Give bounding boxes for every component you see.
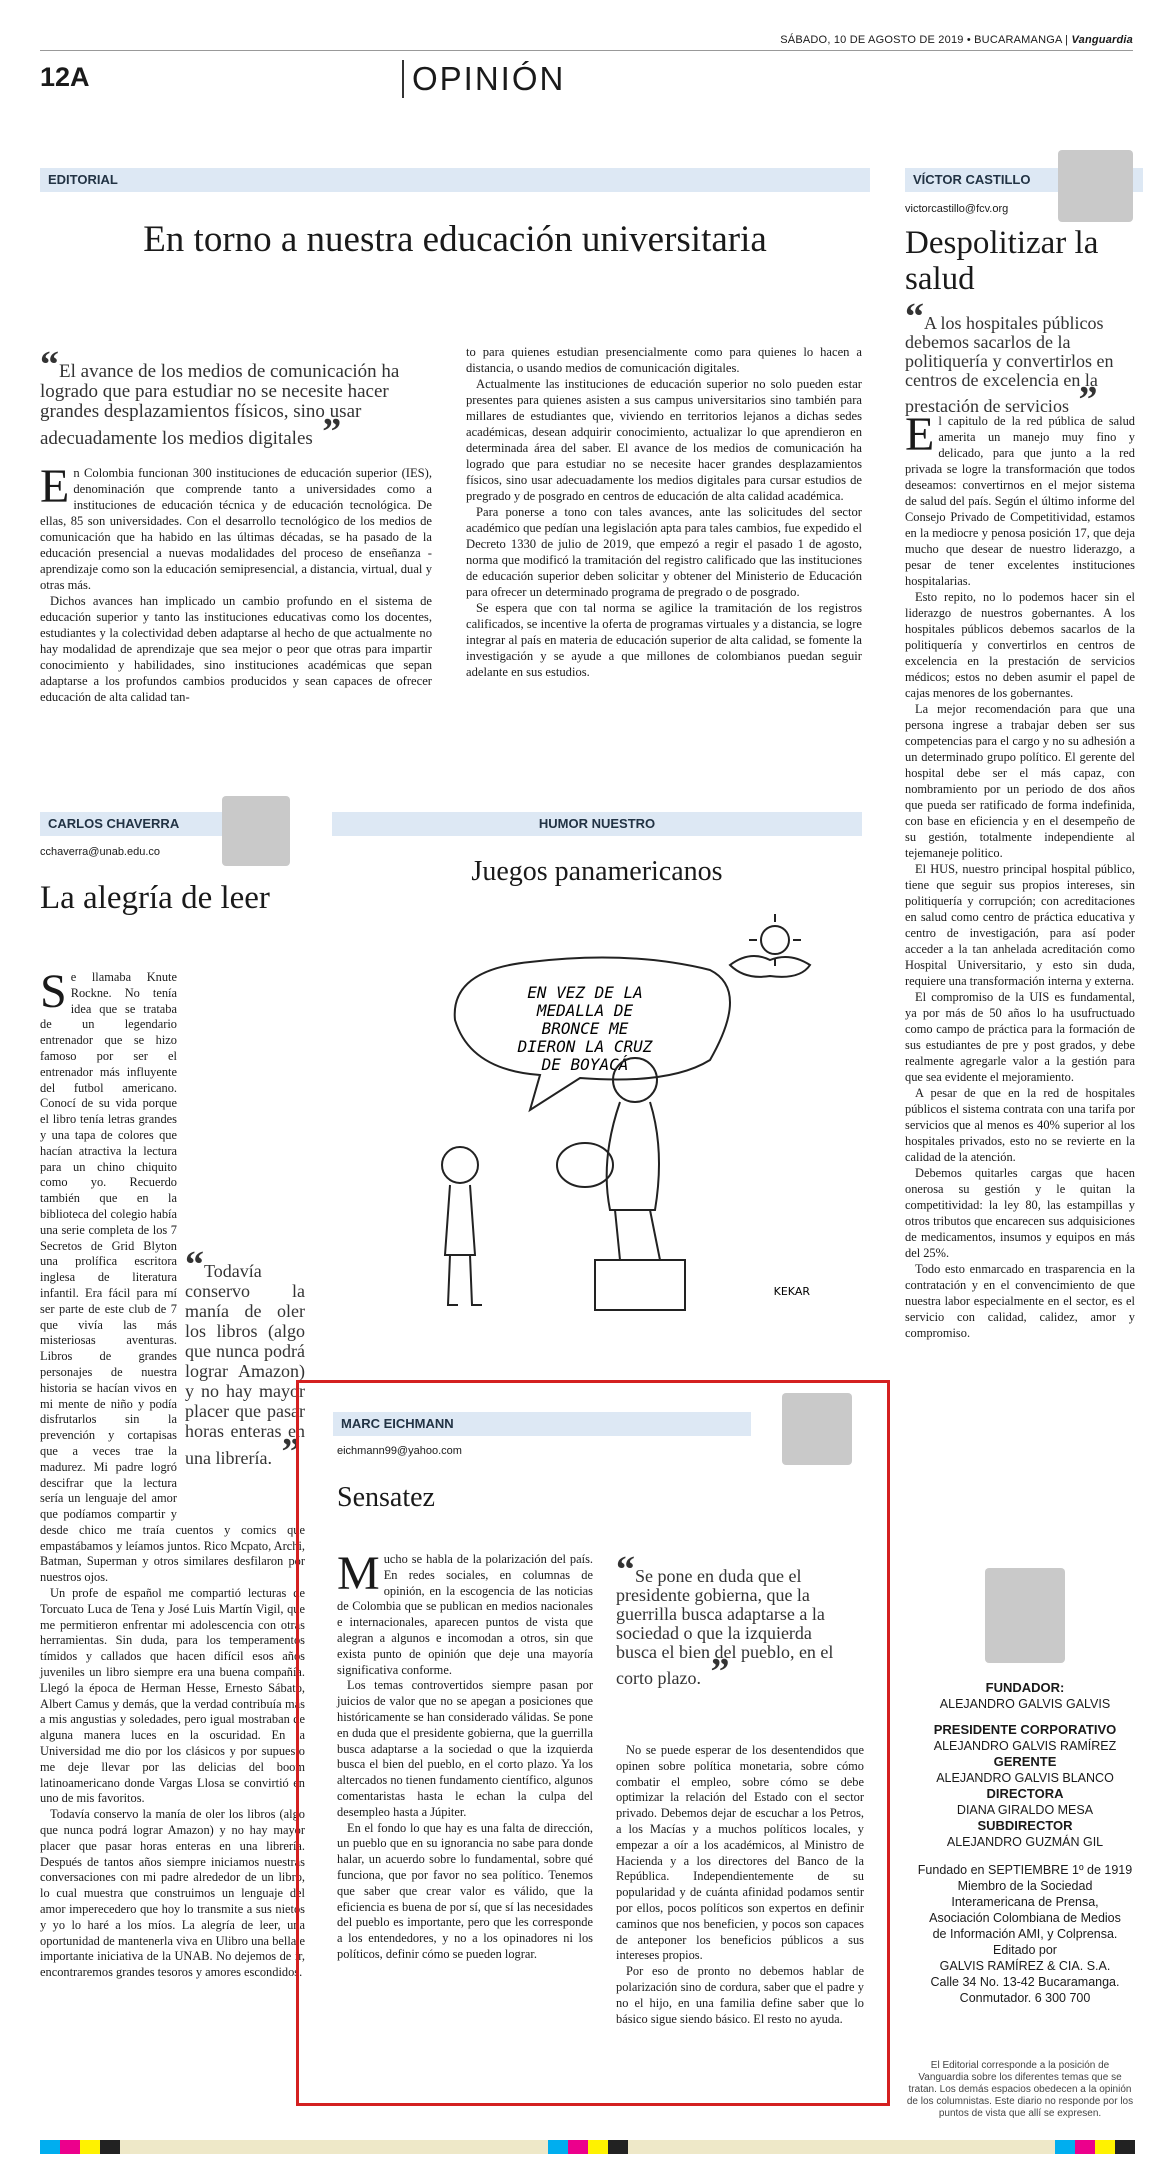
castillo-label: VÍCTOR CASTILLO <box>905 168 1143 192</box>
founder-photo <box>985 1568 1065 1663</box>
eichmann-email: eichmann99@yahoo.com <box>337 1445 462 1457</box>
eichmann-label: MARC EICHMANN <box>333 1412 751 1436</box>
disclaimer: El Editorial corresponde a la posición de Vanguardia sobre los diferentes temas que se tratan. Los demás espacios obedecen a la opinión de los columnistas. Este diario no responde por los puntos de vista que allí se expresen. <box>906 2060 1134 2119</box>
bubble-line: MEDALLA DE <box>536 1001 634 1020</box>
chaverra-label: CARLOS CHAVERRA <box>40 812 288 836</box>
author-photo <box>782 1393 852 1465</box>
editorial-label: EDITORIAL <box>40 168 870 192</box>
cartoon-signature: KEKAR <box>773 1285 810 1298</box>
editorial-column-2: to para quienes estudian presencialmente como para quienes lo hacen a distancia, o usando medios de comunicación digitales. Actualmente las instituciones de educación superior no solo pueden estar presentes para quienes asisten a sus campus universitarios sino también para millares de estudiantes que, viviendo en territorios lejanos a dichas sedes académicas, desean adquirir conocimiento, actualizar lo que aprendieron en determinada área del saber. El avance de los medios de comunicación ha logrado que para estudiar no se necesite hacer grandes desplazamientos físicos, sino usar adecuadamente los medios digitales para cursar estudios de pregrado y de posgrado en centros de educación de alta calidad académica. Para ponerse a tono con tales avances, ante las solicitudes del sector académico que pedían una legislación apta para tales cambios, fue expedido el Decreto 1330 de julio de 2019, que empezó a regir el pasado 1 de agosto, norma que modificó la tramitación del registro calificado que las instituciones de educación superior deben solicitar y obtener del Ministerio de Educación para ofrecer un determinado programa de pregrado o de posgrado. Se espera que con tal norma se agilice la tramitación de los registros calificados, se incentive la oferta de programas virtuales y a distancia, se logre integrar al país en materia de educación superior de alta calidad, se fomente la investigación y se ayude a que millones de colombianos puedan seguir adelante en sus estudios. <box>466 345 862 679</box>
header-rule <box>40 50 1133 51</box>
bubble-line: EN VEZ DE LA <box>527 983 643 1002</box>
castillo-pullquote: “A los hospitales públicos debemos sacarlos de la politiquería y convertirlos en centros de excelencia en la prestación de servicios ” <box>905 296 1114 421</box>
section-title: OPINIÓN <box>402 60 565 98</box>
figure-tall <box>557 1058 685 1310</box>
humor-label: HUMOR NUESTRO <box>332 812 862 836</box>
bubble-line: DE BOYACÁ <box>541 1055 629 1074</box>
bubble-line: DIERON LA CRUZ <box>517 1037 653 1056</box>
editorial-title: En torno a nuestra educación universitaria <box>143 219 767 260</box>
chaverra-title: La alegría de leer <box>40 880 270 916</box>
sun-icon <box>730 914 810 977</box>
chaverra-body: “Todavía conservo la manía de oler los libros (algo que nunca podrá lograr Amazon) y no hay mayor placer que pasar horas enteras en una librería. ” Se llamaba Knute Rockne. No tenía idea que se trataba de un legendario entrenador que se hizo famoso por ser el entrenador más influyente del futbol americano. Conocí de su vida porque el libro tenía letras grandes y una tapa de colores que hacían atractiva la lectura para un chino chiquito como yo. Recuerdo también que en la biblioteca del colegio había una serie completa de los 7 Secretos de Grid Blyton una prolífica escritora inglesa de literatura infantil. Era fácil para mí ser parte de este club de 7 que vivía las más misteriosas aventuras. Libros de grandes personajes de nuestra historia se hacían vivos en mi mente de niño y podía disfrutarlos sin la prevención y cortapisas que a veces trae la madurez. Mi padre logró descifrar que la lectura sería un lenguaje del amor que podíamos compartir y desde chico me traía cuentos y comics que empastábamos y leíamos juntos. Rico Mcpato, Archi, Batman, Superman y otros similares desfilaron por nuestros ojos. Un profe de español me compartió lecturas de Torcuato Luca de Tena y José Luis Martín Vigil, que me permitieron enfrentar mi adolescencia con otras herramientas. Sin duda, para los temperamentos tímidos y callados que hacen difícil esos años juveniles un libro siempre era una buena compañía. Llegó la época de Herman Hesse, Ernesto Sábato, Albert Camus y demás, que la verdad contribuía más a mis angustias y soledades, pero igual mostraban de alguna manera luces en la oscuridad. En la Universidad me dio por los clásicos y por supuesto me deje llevar por las delicias del boom latinoamericano donde Vargas Llosa se convirtió en uno de mis favoritos. Todavía conservo la manía de oler los libros (algo que nunca podrá lograr Amazon) y no hay mayor placer que pasar horas enteras en una librería. Después de tantos años siempre iniciamos nuestras conversaciones con mi padre alrededor de un libro, lo cual muestra que construimos un lenguaje del amor imperecedero que hoy lo transmite a sus nietos y yo lo haré a los míos. La alegría de leer, una oportunidad de mantenerla viva en Ulibro una bella e importante iniciativa de la UNAB. No dejemos de ir, encontraremos grandes tesoros y amores escondidos. <box>40 965 305 1980</box>
credits-box: FUNDADOR: ALEJANDRO GALVIS GALVIS PRESIDENTE CORPORATIVO ALEJANDRO GALVIS RAMÍREZ GERENTE ALEJANDRO GALVIS BLANCO DIRECTORA DIANA GIRALDO MESA SUBDIRECTOR ALEJANDRO GUZMÁN GIL Fundado en SEPTIEMBRE 1º de 1919 Miembro de la Sociedad Interamericana de Prensa, Asociación Colombiana de Medios de Información AMI, y Colprensa. Editado por GALVIS RAMÍREZ & CIA. S.A. Calle 34 No. 13-42 Bucaramanga. Conmutador. 6 300 700 <box>917 1680 1133 2005</box>
figure-small <box>442 1147 482 1305</box>
humor-title: Juegos panamericanos <box>471 856 723 887</box>
drop-cap: E <box>40 460 70 513</box>
chaverra-email: cchaverra@unab.edu.co <box>40 846 161 858</box>
color-strip <box>40 2140 1135 2154</box>
castillo-body: El capitulo de la red pública de salud amerita un manejo muy fino y delicado, para que junto a la red privada se logre la transformación que todos deseamos: convertirnos en el mejor sistema de salud del país. Según el último informe del Consejo Privado de Competitividad, estamos en la mediocre y penosa posición 17, que deja mucho que desear de nuestro liderazgo, a pesar de tener excelentes instituciones hospitalarias. Esto repito, no lo podemos hacer sin el liderazgo de nuestros gobernantes. A los hospitales públicos debemos sacarlos de la politiquería y convertirlos en centros de excelencia en la prestación de servicios médicos; estos no deben asumir el papel de cajas menores de los gobernantes. La mejor recomendación para que una persona ingrese a trabajar deben ser sus competencias para el cargo y no su adhesión a un determinado grupo político. El gerente del hospital debe ser el más capaz, con nombramiento por un periodo de dos años que pueda ser ratificado de forma indefinida, con base en eficiencia y en el desempeño de su gestión, totalmente independiente al tejemaneje politico. El HUS, nuestro principal hospital público, tiene que seguir sus propios intereses, sin politiquería y corrupción; con acreditaciones en salud como centro de práctica educativa y centro de investigación, para así poder acceder a la tan anhelada acreditación como Hospital Universitario, y esto sin duda, requiere una transformación interna y externa. El compromiso de la UIS es fundamental, ya por más de 50 años lo ha usufructuado como campo de práctica para la formación de sus estudiantes de pre y post grados, y debe realmente agregarle valor a la gestión para que sea evidente el mejoramiento. A pesar de que en la red de hospitales públicos el sistema contrata con una tarifa por servicios que al menos es 40% superior al los hospitales privados, esto no se revierte en la calidad de la atención. Debemos quitarles cargas que hacen onerosa su gestión y le quitan la competitividad: la ley 80, las estampillas y otros tributos que encarecen sus adquisiciones de medicamentos, insumos y equipos en más del 25%. Todo esto enmarcado en trasparencia en la contratación y en el convencimiento de que nuestra labor especialmente en el sector, es el servicio con calidad, calidez, amor y compromiso. <box>905 408 1135 1340</box>
eichmann-column-2: No se puede esperar de los desentendidos que opinen sobre política monetaria, sobre cómo combatir el empleo, sobre cómo se debe optimizar la relación del Estado con el sector privado. Debemos dejar de escuchar a los Petros, a los Macías y a muchos políticos locales, y empezar a oír a los académicos, al Ministro de Hacienda y a los directores del Banco de la República. Independientemente de su popularidad y de cuánta afinidad podamos sentir por ellos, pocos políticos son expertos en definir caminos que nos beneficien, y pocos son capaces de anteponer los beneficios públicos a sus intereses propios. Por eso de pronto no debemos hablar de polarización sino de cordura, saber que el padre y no el hijo, en una familia define saber que lo básico sigue siendo básico. El resto no ayuda. <box>616 1743 864 2026</box>
bubble-line: BRONCE ME <box>541 1019 629 1038</box>
masthead-date: SÁBADO, 10 DE AGOSTO DE 2019 • BUCARAMANGA | Vanguardia <box>780 34 1133 46</box>
cartoon-illustration <box>370 910 840 1350</box>
eichmann-pullquote: “Se pone en duda que el presidente gobierna, que la guerrilla busca adaptarse a la sociedad o que la izquierda busca el bien del pueblo, en el corto plazo. ” <box>616 1549 834 1693</box>
editorial-column-1: En Colombia funcionan 300 instituciones de educación superior (IES), denominación que comprende tanto a universidades como a instituciones de educación técnica y de educación tecnológica. De ellas, 85 son universidades. Con el desarrollo tecnológico de los medios de comunicación que ha habido en las últimas décadas, se ha pasado de la educación presencial a nuevas modalidades del proceso de enseñanza - aprendizaje como son la educación semipresencial, a distancia, virtual, dual y otras más. Dichos avances han implicado un cambio profundo en el sistema de educación superior y tanto las instituciones educativas como los docentes, estudiantes y la colectividad deben adaptarse al hecho de que actualmente no hay modalidad de aprendizaje que sea mejor o peor que otras para impartir conocimiento y habilidades, sino instituciones académicas que sepan adaptarse a los profundos cambios producidos y sean capaces de ofrecer educación de alta calidad tan- <box>40 460 432 704</box>
editorial-pullquote: “El avance de los medios de comunicación ha logrado que para estudiar no se necesite hacer grandes desplazamientos físicos, sino usar adecuadamente los medios digitales ” <box>40 344 400 453</box>
castillo-title: Despolitizar la salud <box>905 225 1099 297</box>
eichmann-title: Sensatez <box>337 1482 435 1513</box>
chaverra-pullquote: “Todavía conservo la manía de oler los libros (algo que nunca podrá lograr Amazon) y no hay mayor placer que pasar horas enteras en una librería. ” <box>185 1244 305 1473</box>
page-number: 12A <box>40 62 90 92</box>
author-photo <box>222 796 290 866</box>
author-photo <box>1058 150 1133 222</box>
castillo-email: victorcastillo@fcv.org <box>905 203 1009 215</box>
eichmann-column-1: Mucho se habla de la polarización del país. En redes sociales, en columnas de opinión, en la escogencia de las noticias de Colombia que se publican en medios nacionales e internacionales, aparecen puntos de vista que alegran a algunos e incomodan a otros, sin que exista punto de opinión que deje una mayoría significativa conforme. Los temas controvertidos siempre pasan por juicios de valor que no se apegan a posiciones que históricamente se han considerado válidas. Se pone en duda que el presidente gobierna, que la guerrilla busca adaptarse a la sociedad o que la izquierda busca el bien del pueblo, en el corto plazo. Ya los altercados no tienen fundamento científico, algunos comentaristas hasta le echan la culpa del desempleo hasta a Júpiter. En el fondo lo que hay es una falta de dirección, un pueblo que en su ignorancia no sabe para donde halar, un acuerdo sobre lo fundamental, sobre qué funciona, que por favor no sea político. Tenemos que saber que crear valor es válido, que la eficiencia es buena de por sí, que sí las necesidades del pueblo es importante, pero que les corresponde a los entendedores, y no a los opinadores ni los políticos, definir cómo se pueden lograr. <box>337 1547 593 1961</box>
